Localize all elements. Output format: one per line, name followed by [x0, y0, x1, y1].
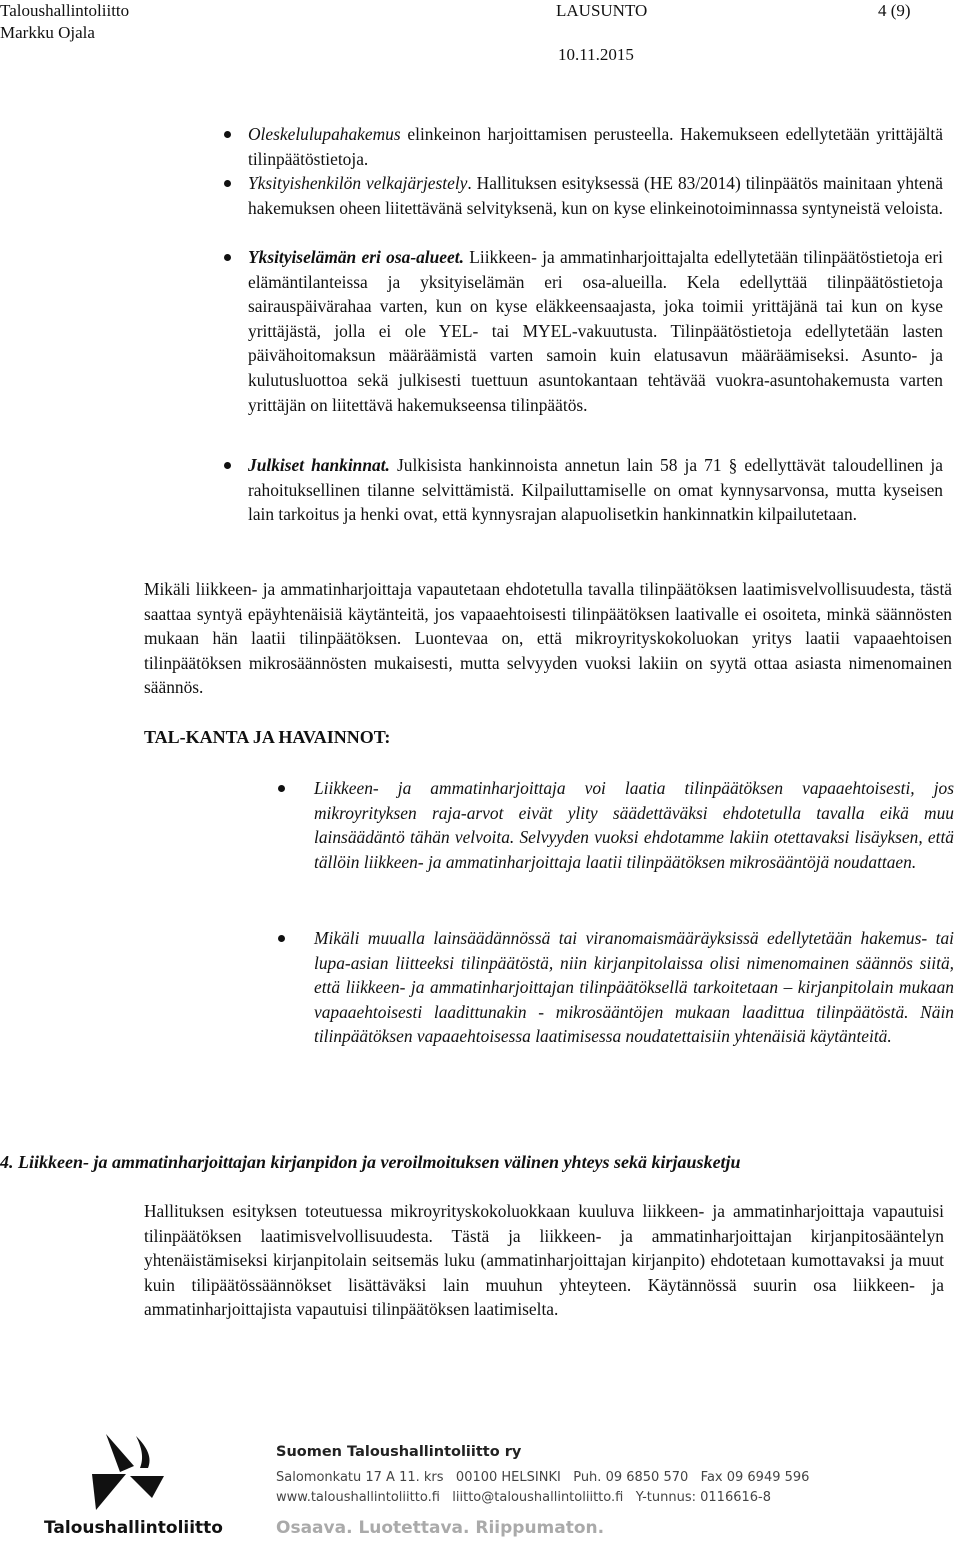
footer-slogan: Osaava. Luotettava. Riippumaton.: [276, 1518, 605, 1538]
tal-bullet-vapaaehtoisesti: Liikkeen- ja ammatinharjoittaja voi laatia tilinpäätöksen vapaaehtoisesti, jos mikroyrityksen raja-arvot eivät ylity säädettäväksi ehdotetulla tavalla eikä muu lainsäädäntö tähän velvoita. Selvyyden vuoksi ehdotamme lakiin otettavaksi lisäyksen, että tällöin liikkeen- ja ammatinharjoittaja laatii tilinpäätöksen mikrosääntöjä noudattaen.: [314, 778, 954, 872]
section-4-title: 4. Liikkeen- ja ammatinharjoittajan kirjanpidon ja veroilmoituksen välinen yhteys sekä kirjausketju: [0, 1152, 741, 1172]
header-page-number: 4 (9): [878, 1, 911, 20]
bullet-julkiset-hankinnat: Julkiset hankinnat. Julkisista hankinnoista annetun lain 58 ja 71 § edellyttävät taloudellinen ja rahoituksellinen tilanne selvittämistä. Kilpailuttamiselle on omat kynnysarvonsa, mutta kyseisen lain tarkoitus ja henki ovat, että kynnysrajan alapuolisetkin hankinnatkin kilpailutetaan.: [248, 455, 943, 525]
footer-org-name: Suomen Taloushallintoliitto ry: [276, 1444, 522, 1460]
header-author: Markku Ojala: [0, 23, 95, 42]
bullet-dot: [224, 254, 231, 261]
bullet-dot: [224, 180, 231, 187]
header-org: Taloushallintoliitto: [0, 1, 130, 20]
header-date: 10.11.2015: [558, 45, 634, 64]
bullet-oleskelulupa: Oleskelulupahakemus elinkeinon harjoittamisen perusteella. Hakemukseen edellytetään yrittäjältä tilinpäätöstietoja.: [248, 124, 943, 169]
bullet-dot: [224, 131, 231, 138]
bullet-dot: [278, 785, 285, 792]
bullet-dot: [278, 935, 285, 942]
section-4-text: Hallituksen esityksen toteutuessa mikroyrityskokoluokkaan kuuluva liikkeen- ja ammatinharjoittaja vapautuisi tilinpäätöksen laatimisvelvollisuudesta. Tästä ja liikkeen- ja ammatinharjoittajan kirjanpitosääntelyn yhtenäistämiseksi kirjanpitolain seitsemäs luku (ammatinharjoittajan kirjanpito) ehdotetaan kumottavaksi ja muut kuin tilipäätössäännökset lisättäväksi lain muuhun yhteyteen. Käytännössä suurin osa liikkeen- ja ammatinharjoittajista vapautuisi tilinpäätöksen laatimiselta.: [144, 1201, 944, 1320]
bullet-yksityiselama: Yksityiselämän eri osa-alueet. Liikkeen- ja ammatinharjoittajalta edellytetään tilinpäätöstietoja eri elämäntilanteissa ja yksityiselämän eri osa-alueilla. Kela edellyttää tilinpäätöstietoja sairauspäivärahaa varten, kun on kyse eläkkeensaajasta, joka toimii yrittäjänä tai kun on kyse yrittäjästä, jolla ei ole YEL- tai MYEL-vakuutusta. Tilinpäätöstietoja edellytetään lasten päivähoitomaksun määräämistä varten samoin kuin elatusavun määräämiseksi. Asunto- ja kulutusluottoa sekä julkisesti tuettuun asuntokantaan tehtävää vuokra-asuntohakemusta varten yrittäjän on liitettävä hakemukseensa tilinpäätös.: [248, 247, 943, 415]
footer-web: www.taloushallintoliitto.fi liitto@taloushallintoliitto.fi Y-tunnus: 0116616-8: [276, 1490, 771, 1505]
taloushallintoliitto-logo-icon: [86, 1428, 170, 1512]
footer-logo-text: Taloushallintoliitto: [44, 1518, 223, 1538]
footer-address: Salomonkatu 17 A 11. krs 00100 HELSINKI Puh. 09 6850 570 Fax 09 6949 596: [276, 1470, 810, 1485]
paragraph-mikali: Mikäli liikkeen- ja ammatinharjoittaja vapautetaan ehdotetulla tavalla tilinpäätöksen laatimisvelvollisuudesta, tästä saattaa syntyä epäyhtenäisiä käytänteitä, jos vapaaehtoisesti tilinpäätöksen laativalle ei osoiteta, minkä säännösten mukaan hän laatii tilinpäätöksen. Luontevaa on, että mikroyrityskokoluokan yritys laatii vapaaehtoisen tilinpäätöksen mikrosäännösten mukaisesti, mutta selvyyden vuoksi lakiin on syytä ottaa asiasta nimenomainen säännös.: [144, 579, 952, 698]
tal-bullet-muualla: Mikäli muualla lainsäädännössä tai viranomaismääräyksissä edellytetään hakemus- tai lupa-asian liitteeksi tilinpäätöstä, niin kirjanpitolaissa olisi nimenomainen säännös siitä, että liikkeen- ja ammatinharjoittajan tilinpäätöksellä tarkoitetaan – kirjanpitolain mukaan vapaaehtoisesti laadittunakin - mikrosääntöjen mukaan laadittua tilinpäätöstä. Näin tilinpäätöksen vapaaehtoisessa laatimisessa noudatettaisiin yhtenäisiä käytänteitä.: [314, 928, 954, 1047]
header-doc-type: LAUSUNTO: [556, 1, 648, 20]
bullet-velkajarjestely: Yksityishenkilön velkajärjestely. Hallituksen esityksessä (HE 83/2014) tilinpäätös mainitaan yhtenä hakemuksen oheen liitettävänä selvityksenä, kun on kyse elinkeinotoiminnassa syntyneistä veloista.: [248, 173, 943, 218]
section-heading-tal-kanta: TAL-KANTA JA HAVAINNOT:: [144, 727, 391, 747]
bullet-dot: [224, 462, 231, 469]
